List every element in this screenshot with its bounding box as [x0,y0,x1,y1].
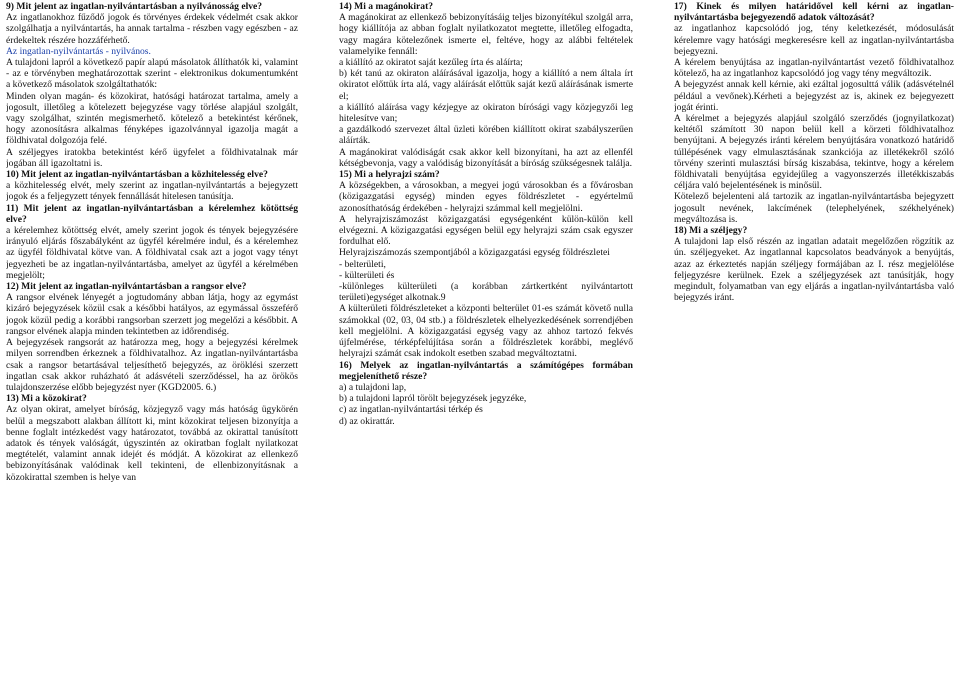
list-item: a kiállító aláírása vagy kézjegye az okiraton bírósági vagy közjegyzői leg hitelesítve van; [339,101,633,125]
question-16-heading: 16) Melyek az ingatlan-nyilvántartás a számítógépes formában megjeleníthető része? [339,359,633,382]
question-14-paragraph: A magánokirat az ellenkező bebizonyításáig teljes bizonyítékul szolgál arra, hogy kiállítója az abban foglalt nyilatkozatot megtette, illetőleg elfogadta, vagy magára kötelezőnek ismerte el, feltéve, hogy az alábbi feltételek valamelyike fennáll: [339,12,633,57]
list-item: b) két tanú az okiraton aláírásával igazolja, hogy a kiállító a nem általa írt okiratot előttük írta alá, vagy aláírását előttük saját kezű aláírásának ismerte el; [339,68,633,102]
list-item: b) a tulajdoni lapról törölt bejegyzések jegyzéke, [339,393,527,405]
question-11-paragraph: a kérelemhez kötöttség elvét, amely szerint jogok és tények bejegyzésére irányuló eljárás főszabályként az ügyfél kérelmére indul, és a kérelemhez az ügyfél földhivatal kötve van. A földhivatal csak azt a jogot vagy tényt jegyezheti be az ingatlan-nyilvántartásba, amelyet az ügyfél a kérelmében megjelölt; [6,225,298,281]
question-10-paragraph: a közhitelesség elvét, mely szerint az ingatlan-nyilvántartás a bejegyzett jogok és a feljegyzett tények fennállását hitelesen tanúsítja. [6,180,298,203]
question-13-heading: 13) Mi a közokirat? [6,393,87,405]
question-9-paragraph: A széljegyes iratokba betekintést kérő ügyfelet a földhivatalnak már jogában áll igazoltatni is. [6,146,298,169]
list-item: a kiállító az okiratot saját kezűleg írta és aláírta; [339,57,523,69]
question-9-paragraph: A tulajdoni lapról a következő papír alapú másolatok állíthatók ki, valamint - az e törvényben meghatározottak szerint - elektronikus dokumentumként a következő másolatok szolgáltathatók: [6,57,298,91]
question-17-paragraph: A kérelmet a bejegyzés alapjául szolgáló szerződés (jognyilatkozat) keltétől számított 30 napon belül kell a körzeti földhivatalhoz benyújtani. A bejegyzés iránti kérelem benyújtására vonatkozó határidő túllépésének vagy elmulasztásának szankciója az illetékekről szóló törvény szerinti mulasztási bírság kiszabása, tekintve, hogy a kérelem földhivatali benyújtása egyidejűleg a vagyonszerzés illetékkiszabás céljára való bejelentésének is minősül. [674,113,954,192]
question-15-heading: 15) Mi a helyrajzi szám? [339,169,440,181]
question-18-heading: 18) Mi a széljegy? [674,225,748,237]
list-item: a gazdálkodó szervezet által üzleti körében kiállított okirat szabályszerűen aláírták. [339,124,633,147]
list-item: d) az okirattár. [339,415,395,427]
column-1 [6,0,298,681]
question-15-paragraph: A községekben, a városokban, a megyei jogú városokban és a fővárosban (közigazgatási egység) minden egyes földrészletet - egyértelmű azonosíthatóság érdekében - helyrajzi számmal kell megjelölni. [339,180,633,214]
question-17-paragraph: az ingatlanhoz kapcsolódó jog, tény keletkezését, módosulását kérelemre vagy hatósági megkeresésre kell az ingatlan-nyilvántartásba bejegyezni. [674,23,954,57]
list-item: - belterületi, [339,258,386,270]
question-18-paragraph: A tulajdoni lap első részén az ingatlan adatait megelőzően rögzítik az ún. széljegyeket. Az ingatlannal kapcsolatos beadványok a benyújtás, azaz az érkeztetés napján széljegy formájában az I. rész megjelölése feljegyzésre kerülnek. Ezek a széljegyzések azt tanúsítják, hogy megindult, folyamatban van egy eljárás a ingatlan-nyilvántartásba való bejegyzés iránt. [674,236,954,304]
question-11-heading: 11) Mit jelent az ingatlan-nyilvántartásban a kérelemhez kötöttség elve? [6,202,298,225]
question-9-paragraph: Minden olyan magán- és közokirat, hatósági határozat tartalma, amely a jogosult, illetőleg a kötelezett bejegyzése vagy törlése alapjául szolgált, vagy szolgálhat, szintén megismerhető. kötelező a betekintést kérőnek, hogy azonosításra alkalmas fényképes igazolvánnyal igazolja magát a földhivatal dolgozója felé. [6,90,298,147]
list-item: -különleges külterületi (a korábban zártkertként nyilvántartott területi)egységet alkotnak.9 [339,281,633,304]
list-item: c) az ingatlan-nyilvántartási térkép és [339,404,483,416]
question-12-heading: 12) Mit jelent az ingatlan-nyilvántartásban a rangsor elve? [6,281,247,293]
question-17-paragraph: A bejegyzést annak kell kérnie, aki ezáltal jogosulttá válik (adásvételnél például a vevőnek).Kérheti a bejegyzést az is, akinek ez bejegyezett jogát érinti. [674,79,954,113]
question-17-heading: 17) Kinek és milyen határidővel kell kérni az ingatlan-nyilvántartásba bejegyezendő adatok változását? [674,1,954,24]
question-17-paragraph: Kötelező bejelenteni alá tartozik az ingatlan-nyilvántartásba bejegyzett jogosult nevének, lakcímének (telephelyének, székhelyének) megváltozása is. [674,191,954,225]
list-item: a) a tulajdoni lap, [339,381,407,393]
question-15-paragraph: Helyrajziszámozás szempontjából a közigazgatási egység földrészletei [339,247,610,259]
column-2 [339,0,633,681]
question-14-heading: 14) Mi a magánokirat? [339,1,434,12]
column-3 [674,0,954,681]
question-17-paragraph: A kérelem benyújtása az ingatlan-nyilvántartást vezető földhivatalhoz kötelező, ha az ingatlanhoz kapcsolódó jog vagy tény megváltozik. [674,57,954,80]
question-15-paragraph: A helyrajziszámozást közigazgatási egységenként külön-külön kell elvégezni. A közigazgatási egységen belül egy helyrajzi szám csak egyszer fordulhat elő. [339,213,633,248]
question-9-paragraph: Az ingatlanokhoz fűződő jogok és törvényes érdekek védelmét csak akkor szolgálhatja a nyilvántartás, ha annak tartalma - részben vagy egészben - az érdekeltek részére hozzáférhető. [6,12,298,46]
question-9-paragraph: Az ingatlan-nyilvántartás - nyilvános. [6,45,151,57]
question-12-paragraph: A bejegyzések rangsorát az határozza meg, hogy a bejegyzési kérelmek milyen sorrendben érkeznek a földhivatalhoz. Az ingatlan-nyilvántartásba csak a rangsor betartásával teljesíthető bejegyzés, az öröklési szerzett ingatlan csak akkor ruházható át adásvételi szerződéssel, ha az örökös tulajdonszerzése előbb bejegyzést nyer (KGD2005. 6.) [6,337,298,393]
list-item: - külterületi és [339,269,395,281]
question-15-paragraph: A külterületi földrészleteket a központi belterület 01-es számát követő nulla számokkal (02, 03, 04 stb.) a földrészletek elhelyezkedésének sorrendjében kell megjelölni. A közigazgatási egység vagy az ahhoz tartozó fekvés újfelmérése, térképfelújítása során a földrészletek korábbi, meglévő helyrajzi számát csak indokolt esetben szabad megváltoztatni. [339,303,633,360]
question-10-heading: 10) Mit jelent az ingatlan-nyilvántartásban a közhitelesség elve? [6,169,268,181]
question-14-paragraph: A magánokirat valódiságát csak akkor kell bizonyítani, ha azt az ellenfél kétségbevonja, vagy a valódiság bizonyítását a bíróság szükségesnek találja. [339,146,633,169]
question-12-paragraph: A rangsor elvének lényegét a jogtudomány abban látja, hogy az egymást kizáró bejegyzések közül csak a későbbi hatályos, az egymással összeférő jogok közül pedig a korábbi rangsorban szerzett jog megelőzi a későbbit. A rangsor elvének alapja minden tekintetben az időrendiség. [6,292,298,337]
question-9-heading: 9) Mit jelent az ingatlan-nyilvántartásban a nyilvánosság elve? [6,1,263,12]
question-13-paragraph: Az olyan okirat, amelyet bíróság, közjegyző vagy más hatóság ügykörén belül a megszabott alakban állított ki, mint közokirat teljesen bizonyítja a benne foglalt intézkedést vagy határozatot, továbbá az okirattal tanúsított adatok és tények valóságát, úgyszintén az okiratban foglalt nyilatkozat megtételét, valamint annak idejét és módját. A közokirat az ellenkező bebizonyításának valódinak kell tekinteni, de ellenbizonyításnak a közokirattal szemben is helye van [6,404,298,483]
